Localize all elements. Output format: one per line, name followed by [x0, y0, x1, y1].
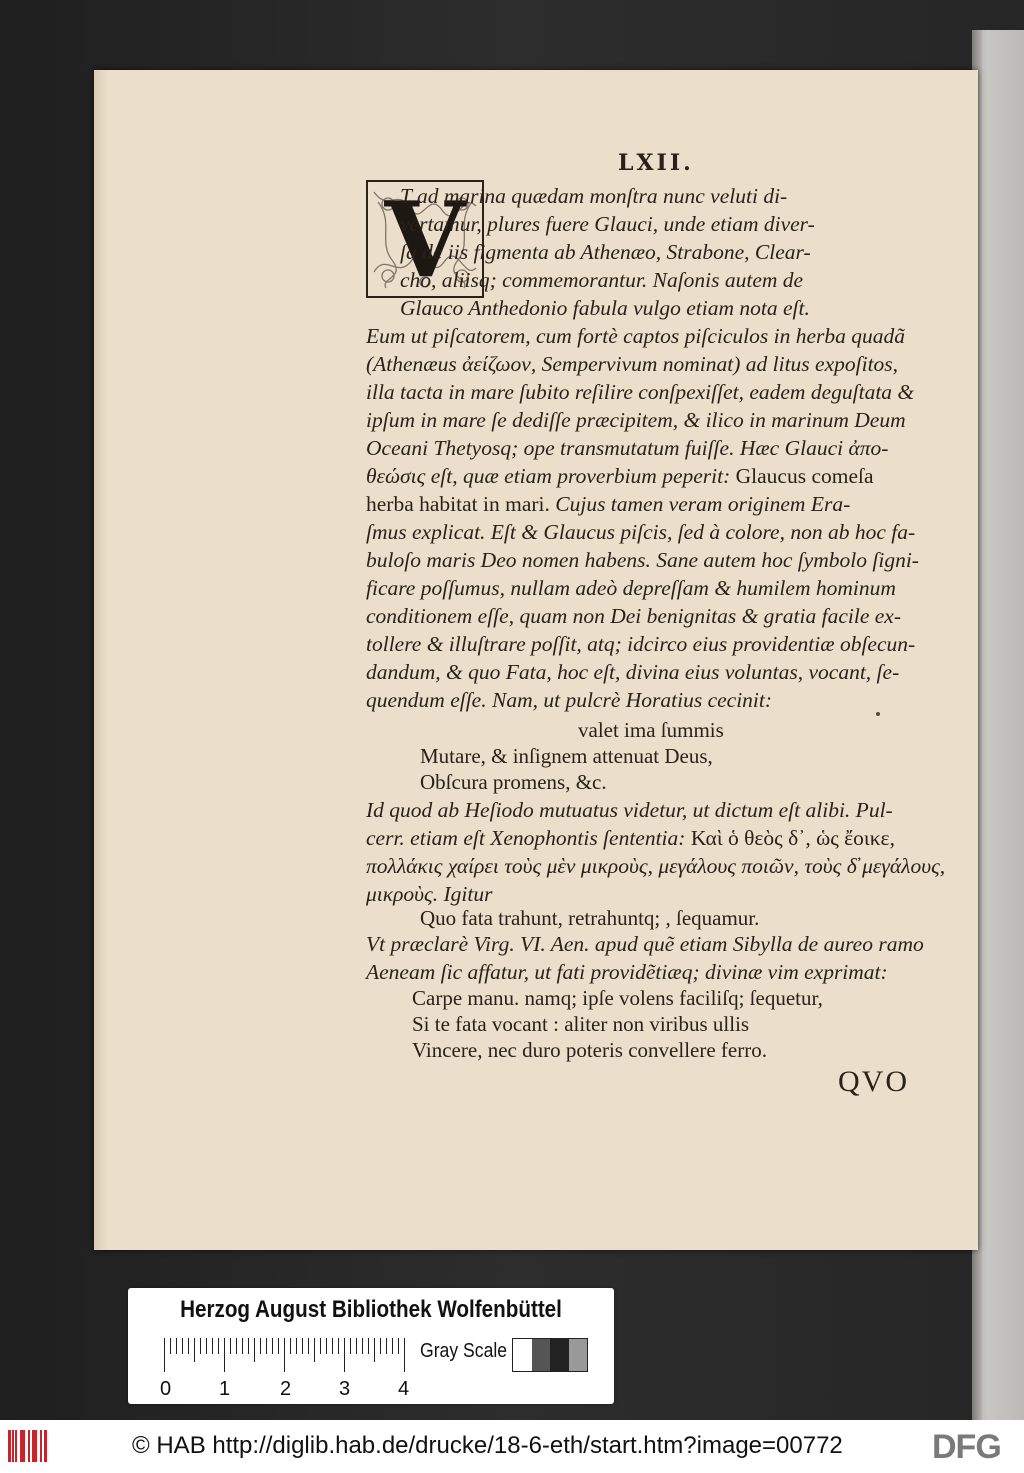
text-line: Vt præclarè Virg. VI. Aen. apud quẽ etiam Sibylla de aureo ramo — [366, 932, 924, 956]
text-line: Eum ut piſcatorem, cum fortè captos piſciculos in herba quadã — [366, 324, 906, 348]
text-line: (Athenæus ἀείζωον, Sempervivum nominat) ad litus expoſitos, — [366, 352, 899, 376]
ruler-tick — [296, 1338, 297, 1354]
ruler-tick — [206, 1338, 207, 1354]
text-line: ficare poſſumus, nullam adeò depreſſam & humilem hominum — [366, 576, 896, 600]
ruler-tick — [254, 1338, 255, 1362]
text-line: Id quod ab Heſiodo mutuatus videtur, ut dictum eſt alibi. Pul- — [366, 798, 893, 822]
text-span: Glaucus comeſa — [735, 464, 874, 488]
logo-bar — [23, 1430, 25, 1462]
logo-bar — [35, 1430, 37, 1462]
ruler-number: 0 — [160, 1378, 172, 1400]
initial-letter: V — [384, 178, 466, 301]
ruler-tick — [362, 1338, 363, 1354]
ruler-tick — [320, 1338, 321, 1354]
text-line: Glauco Anthedonio fabula vulgo etiam nota eſt. — [400, 296, 810, 320]
adjacent-page-edge — [972, 30, 1024, 1430]
ruler-tick — [224, 1338, 225, 1372]
ruler-number: 1 — [219, 1378, 231, 1400]
ruler-tick — [212, 1338, 213, 1354]
ruler-tick — [236, 1338, 237, 1354]
text-line: illa tacta in mare ſubito reſilire conſpexiſſet, eadem deguſtata & — [366, 380, 915, 404]
text-line: Oceani Thetyosq; ope transmutatum fuiſſe. Hæc Glauci ἀπο- — [366, 436, 889, 460]
ruler-tick — [308, 1338, 309, 1354]
ruler-tick — [248, 1338, 249, 1354]
page-content — [94, 70, 978, 1250]
verse-line: Vincere, nec duro poteris convellere ferro. — [412, 1038, 767, 1062]
page-speck — [876, 712, 880, 716]
ruler-tick — [182, 1338, 183, 1354]
ruler-tick — [218, 1338, 219, 1354]
ruler-tick — [338, 1338, 339, 1354]
verse-line: valet ima ſummis — [578, 718, 724, 742]
greek-span: Καὶ ὁ θεὸς δ᾽, ὡς ἔοικε, — [690, 826, 895, 850]
ruler-tick — [230, 1338, 231, 1354]
ruler-tick — [194, 1338, 195, 1362]
card-title: Herzog August Bibliothek Wolfenbüttel — [180, 1296, 562, 1323]
text-line: quendum eſſe. Nam, ut pulcrè Horatius cecinit: — [366, 688, 773, 712]
text-line: Aeneam ſic affatur, ut fati providẽtiæq; divinæ vim exprimat: — [366, 960, 888, 984]
gray-scale-swatches — [512, 1338, 588, 1372]
verse-line: Quo fata trahunt, retrahuntq; , ſequamur. — [420, 906, 760, 930]
dfg-logo — [932, 1428, 1012, 1473]
ruler-tick — [200, 1338, 201, 1354]
logo-bar — [28, 1430, 30, 1462]
ruler-tick — [176, 1338, 177, 1354]
text-line: ſmus explicat. Eſt & Glaucus piſcis, ſed à colore, non ab hoc fa- — [366, 520, 916, 544]
text-line: T ad marina quædam monſtra nunc veluti di- — [400, 184, 788, 208]
ruler-tick — [356, 1338, 357, 1354]
text-line — [366, 464, 874, 489]
gray-swatch — [550, 1339, 569, 1371]
ruler-tick — [290, 1338, 291, 1354]
footer-bar — [0, 1420, 1024, 1473]
text-span: cerr. etiam eſt Xenophontis ſententia: — [366, 826, 686, 850]
text-line: ipſum in mare ſe dediſſe præcipitem, & ilico in marinum Deum — [366, 408, 906, 432]
ruler-number: 2 — [280, 1378, 292, 1400]
ruler-tick — [350, 1338, 351, 1354]
gray-scale-label: Gray Scale — [420, 1340, 508, 1362]
ruler-tick — [398, 1338, 399, 1354]
copyright-url[interactable]: © HAB http://diglib.hab.de/drucke/18-6-eth/start.htm?image=00772 — [132, 1432, 843, 1459]
scale-ruler — [164, 1338, 404, 1372]
ruler-tick — [278, 1338, 279, 1354]
ruler-tick — [284, 1338, 285, 1372]
logo-bar — [15, 1430, 17, 1462]
text-line: vertamur, plures fuere Glauci, unde etiam diver- — [400, 212, 815, 236]
text-line: πολλάκις χαίρει τοὺς μὲν μικροὺς, μεγάλους ποιῶν, τοὺς δ̓ μεγάλους, — [366, 854, 946, 878]
ruler-tick — [170, 1338, 171, 1354]
catchword: QVO — [838, 1065, 909, 1098]
folio-number: LXII. — [618, 150, 694, 176]
ruler-tick — [374, 1338, 375, 1362]
ruler-tick — [380, 1338, 381, 1354]
text-line — [366, 826, 895, 851]
ruler-tick — [368, 1338, 369, 1354]
gray-swatch — [569, 1339, 588, 1371]
gray-swatch — [513, 1339, 532, 1371]
text-line: tollere & illuſtrare poſſit, atq; idcirco eius providentiæ obſecun- — [366, 632, 916, 656]
text-line: μικροὺς. Igitur — [366, 882, 493, 906]
dfg-logo-icon — [932, 1428, 1012, 1464]
ruler-tick — [260, 1338, 261, 1354]
ruler-tick — [272, 1338, 273, 1354]
text-line: ſa de iis figmenta ab Athenæo, Strabone, Clear- — [400, 240, 811, 264]
logo-bar — [8, 1430, 11, 1462]
ruler-tick — [392, 1338, 393, 1354]
ruler-number: 3 — [339, 1378, 351, 1400]
hab-logo-icon — [8, 1430, 48, 1462]
verse-line: Obſcura promens, &c. — [420, 770, 607, 794]
color-target-card — [128, 1288, 614, 1404]
ruler-number: 4 — [398, 1378, 410, 1400]
ruler-tick — [242, 1338, 243, 1354]
logo-bar — [44, 1430, 47, 1462]
ruler-tick — [164, 1338, 165, 1372]
ruler-tick — [302, 1338, 303, 1354]
book-page — [94, 70, 978, 1250]
text-line — [366, 492, 850, 517]
text-span: herba habitat in mari. — [366, 492, 550, 516]
ruler-tick — [266, 1338, 267, 1354]
ruler-tick — [404, 1338, 405, 1372]
text-line: dandum, & quo Fata, hoc eſt, divina eius voluntas, vocant, ſe- — [366, 660, 900, 684]
ruler-tick — [344, 1338, 345, 1372]
ruler-tick — [386, 1338, 387, 1354]
text-line: cho, aliisq; commemorantur. Naſonis autem de — [400, 268, 804, 292]
verse-line: Mutare, & inſignem attenuat Deus, — [420, 744, 713, 768]
verse-line: Carpe manu. namq; ipſe volens faciliſq; ſequetur, — [412, 986, 823, 1010]
ruler-tick — [314, 1338, 315, 1362]
verse-line: Si te fata vocant : aliter non viribus ullis — [412, 1012, 750, 1036]
text-span: θεώσις eſt, quæ etiam proverbium peperit: — [366, 464, 731, 488]
text-span: Cujus tamen veram originem Era- — [555, 492, 851, 516]
text-line: conditionem eſſe, quam non Dei benignitas & gratia facile ex- — [366, 604, 902, 628]
ruler-tick — [326, 1338, 327, 1354]
text-line: buloſo maris Deo nomen habens. Sane autem hoc ſymbolo ſigni- — [366, 548, 919, 572]
gray-swatch — [532, 1339, 551, 1371]
svg-text:DFG: DFG — [932, 1428, 1001, 1464]
logo-bar — [12, 1430, 14, 1462]
logo-bar — [40, 1430, 42, 1462]
ruler-tick — [188, 1338, 189, 1354]
ruler-tick — [332, 1338, 333, 1354]
